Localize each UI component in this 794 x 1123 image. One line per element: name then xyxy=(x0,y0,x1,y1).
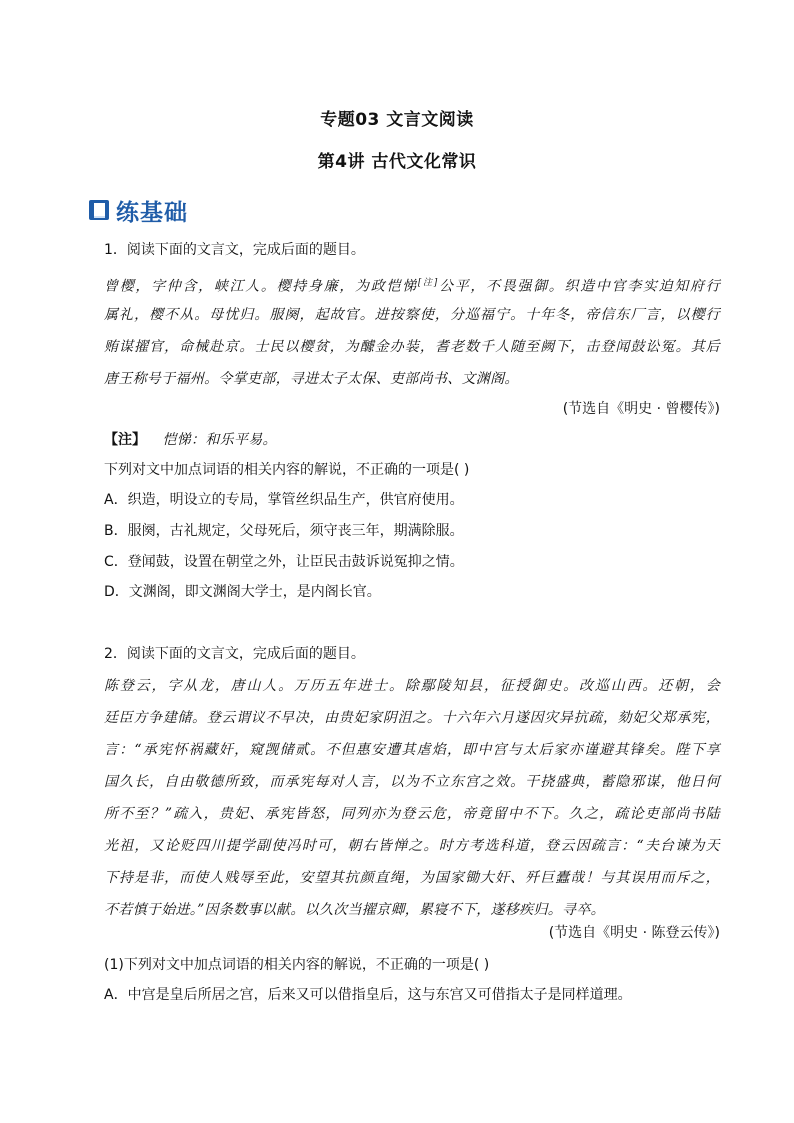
footnote-marker: [注] xyxy=(417,278,438,288)
q1-instruction: 1．阅读下面的文言文，完成后面的题目。 xyxy=(104,242,365,258)
q2-passage-line: 国久长，自由敬德所致，而承宪每对人言，以为不立东宫之效。干挠盛典，蓄隐邪谋，他日何 xyxy=(104,774,720,790)
q2-passage-line: 言：“承宪怀祸藏奸，窥觊储贰。不但惠安遭其虐焰，即中宫与太后家亦谨避其锋矣。陛下享 xyxy=(104,742,720,758)
note-text: 恺悌：和乐平易。 xyxy=(162,432,277,448)
lecture-title: 第4讲 古代文化常识 xyxy=(317,152,477,172)
q1-passage-line: 属礼，樱不从。母忧归。服阕，起故官。进按察使，分巡福宁。十年冬，帝信东厂言，以樱行 xyxy=(104,307,720,323)
q2-passage-line: 所不至？”疏入，贵妃、承宪皆怒，同列亦为登云危，帝竟留中不下。久之，疏论吏部尚书陆 xyxy=(104,806,720,822)
book-icon xyxy=(88,199,110,221)
q2-passage-line: 下持是非，而使人贱辱至此，安望其抗颜直绳，为国家锄大奸、歼巨蠹哉！与其误用而斥之， xyxy=(104,870,720,886)
q1-passage-line: 贿谋擢官，命械赴京。士民以樱贫，为醵金办装，耆老数千人随至阙下，击登闻鼓讼冤。其后 xyxy=(104,339,720,355)
q1-option-a: A．织造，明设立的专局，掌管丝织品生产，供官府使用。 xyxy=(104,492,464,508)
document-title: 专题03 文言文阅读 xyxy=(320,110,474,130)
q2-passage-line: 陈登云，字从龙，唐山人。万历五年进士。除鄢陵知县，征授御史。改巡山西。还朝，会 xyxy=(104,678,720,694)
q1-passage-line: 曾樱，字仲含，峡江人。樱持身廉，为政恺悌[注]公平，不畏强御。织造中官李实迫知府行 xyxy=(104,278,720,295)
section-header xyxy=(88,194,188,226)
q2-passage-line: 廷臣方争建储。登云谓议不早决，由贵妃家阴沮之。十六年六月遂因灾异抗疏，劾妃父郑承宪， xyxy=(104,710,720,726)
q2-source: (节选自《明史 · 陈登云传》) xyxy=(548,925,720,941)
section-label: 练基础 xyxy=(116,199,188,226)
q1-note xyxy=(104,430,720,450)
q1-option-b: B．服阕，古礼规定，父母死后，须守丧三年，期满除服。 xyxy=(104,523,464,539)
q2-option-a: A．中宫是皇后所居之宫，后来又可以借指皇后，这与东宫又可借指太子是同样道理。 xyxy=(104,987,632,1003)
q1-option-c: C．登闻鼓，设置在朝堂之外，让臣民击鼓诉说冤抑之情。 xyxy=(104,554,464,570)
q1-question: 下列对文中加点词语的相关内容的解说，不正确的一项是( ) xyxy=(104,462,470,478)
note-label: 【注】 xyxy=(104,432,146,448)
q1-source: (节选自《明史 · 曾樱传》) xyxy=(562,401,720,417)
q1-passage-line: 唐王称号于福州。令掌吏部，寻进太子太保、吏部尚书、文渊阁。 xyxy=(104,371,519,387)
q2-instruction: 2．阅读下面的文言文，完成后面的题目。 xyxy=(104,646,365,662)
q1-option-d: D．文渊阁，即文渊阁大学士，是内阁长官。 xyxy=(104,584,381,600)
q2-passage-line: 光祖，又论贬四川提学副使冯时可，朝右皆惮之。时方考选科道，登云因疏言：“夫台谏为天 xyxy=(104,838,720,854)
q2-question: (1)下列对文中加点词语的相关内容的解说，不正确的一项是( ) xyxy=(104,957,490,973)
q2-passage-line: 不若慎于始进。”因条数事以献。以久次当擢京卿，累寝不下，遂移疾归。寻卒。 xyxy=(104,902,605,918)
